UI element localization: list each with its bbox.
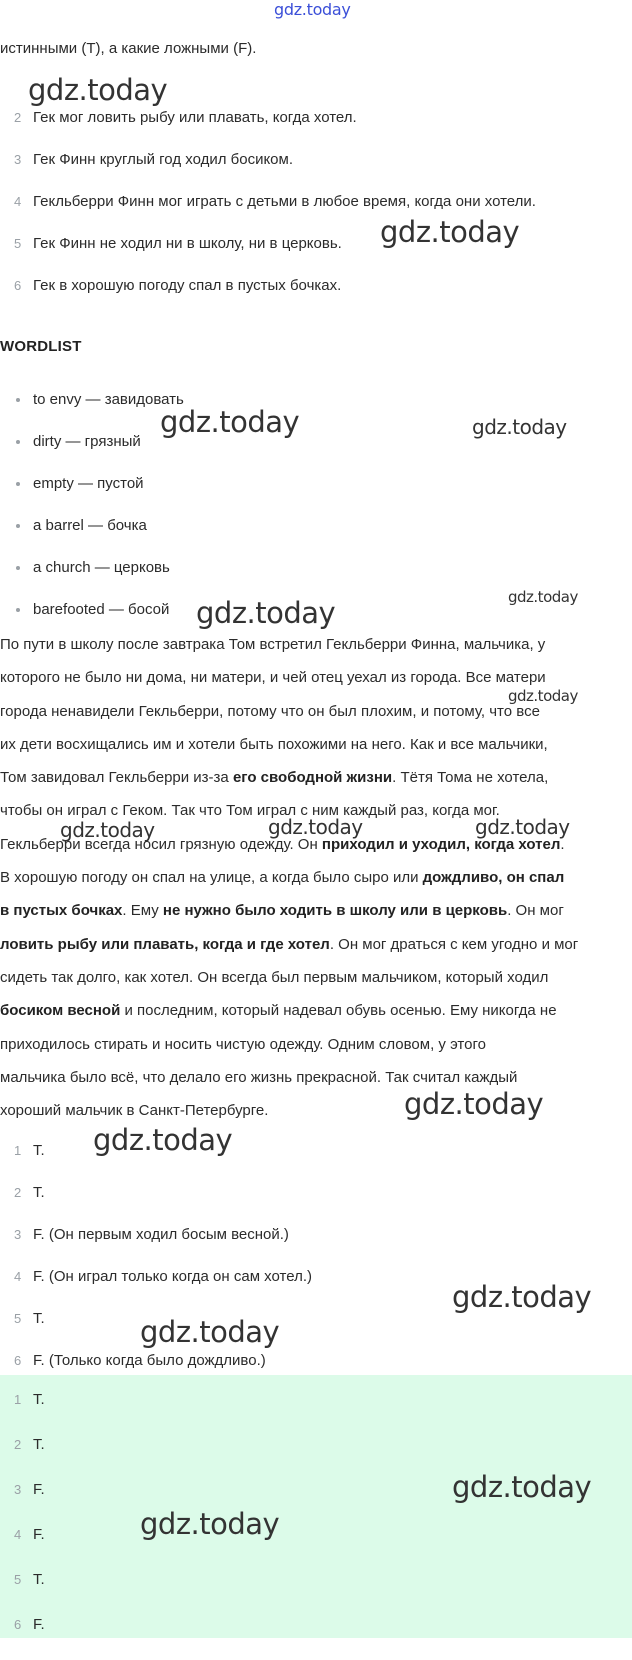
- watermark: gdz.today: [60, 818, 155, 842]
- answer-text: F.: [33, 1526, 45, 1543]
- item-number: 6: [14, 278, 22, 293]
- answer-text: F. (Он играл только когда он сам хотел.): [33, 1268, 312, 1285]
- text-line: и последним, который надевал обувь осенью. Ему никогда не: [120, 1002, 557, 1020]
- watermark: gdz.today: [475, 815, 570, 839]
- watermark: gdz.today: [508, 588, 578, 606]
- bullet-icon: [16, 524, 20, 528]
- watermark: gdz.today: [160, 405, 300, 439]
- highlight-text: дождливо, он спал: [422, 869, 565, 887]
- text-line: мальчика было всё, что делало его жизнь прекрасной. Так считал каждый: [0, 1068, 518, 1086]
- wordlist-item-text: empty — пустой: [33, 475, 144, 492]
- highlight-text: ловить рыбу или плавать, когда и где хотел: [0, 935, 330, 953]
- item-text: Гек Финн круглый год ходил босиком.: [33, 151, 294, 168]
- highlight-text: приходил и уходил, когда хотел: [321, 835, 561, 853]
- text-line: . Он мог: [507, 902, 564, 920]
- item-text: Гек в хорошую погоду спал в пустых бочках.: [33, 277, 342, 294]
- item-number: 3: [14, 1227, 22, 1242]
- wordlist-item-text: dirty — грязный: [33, 433, 141, 450]
- answer-text: F.: [33, 1481, 45, 1498]
- item-number: 2: [14, 110, 22, 125]
- watermark: gdz.today: [268, 815, 363, 839]
- watermark: gdz.today: [380, 215, 520, 249]
- text-line: Гекльберри всегда носил грязную одежду. Он: [0, 835, 322, 853]
- answer-text: F. (Только когда было дождливо.): [33, 1352, 266, 1369]
- intro-text: истинными (T), а какие ложными (F).: [0, 40, 257, 57]
- answer-text: F.: [33, 1616, 45, 1633]
- text-line: приходилось стирать и носить чистую одежду. Одним словом, у этого: [0, 1035, 486, 1053]
- item-number: 5: [14, 236, 22, 251]
- item-number: 6: [14, 1617, 22, 1632]
- item-number: 4: [14, 1269, 22, 1284]
- item-text: Гекльберри Финн мог играть с детьми в любое время, когда они хотели.: [33, 193, 536, 210]
- wordlist-item-text: a barrel — бочка: [33, 517, 147, 534]
- item-number: 6: [14, 1353, 22, 1368]
- item-number: 2: [14, 1185, 22, 1200]
- answer-text: T.: [33, 1142, 45, 1159]
- text-line: . Ему: [122, 902, 163, 920]
- wordlist-title: WORDLIST: [0, 338, 82, 355]
- watermark: gdz.today: [140, 1507, 280, 1541]
- text-line: города ненавидели Гекльберри, потому что он был плохим, и потому, что все: [0, 702, 540, 720]
- answer-text: T.: [33, 1391, 45, 1408]
- watermark: gdz.today: [452, 1280, 592, 1314]
- watermark: gdz.today: [404, 1087, 544, 1121]
- text-line: хороший мальчик в Санкт-Петербурге.: [0, 1102, 269, 1120]
- text-line: их дети восхищались им и хотели быть похожими на него. Как и все мальчики,: [0, 735, 548, 753]
- answer-panel: [0, 1375, 632, 1638]
- watermark: gdz.today: [452, 1470, 592, 1504]
- item-number: 4: [14, 194, 22, 209]
- item-text: Гек Финн не ходил ни в школу, ни в церковь.: [33, 235, 342, 252]
- text-line: сидеть так долго, как хотел. Он всегда был первым мальчиком, который ходил: [0, 968, 549, 986]
- bullet-icon: [16, 566, 20, 570]
- bullet-icon: [16, 482, 20, 486]
- watermark: gdz.today: [508, 687, 578, 705]
- watermark: gdz.today: [140, 1315, 280, 1349]
- text-line: .: [560, 835, 565, 853]
- bullet-icon: [16, 398, 20, 402]
- answer-text: T.: [33, 1436, 45, 1453]
- item-number: 4: [14, 1527, 22, 1542]
- highlight-text: его свободной жизни: [232, 769, 393, 787]
- text-line: чтобы он играл с Геком. Так что Том играл с ним каждый раз, когда мог.: [0, 802, 500, 820]
- highlight-text: в пустых бочках: [0, 902, 123, 920]
- highlight-text: босиком весной: [0, 1002, 121, 1020]
- text-line: . Тётя Тома не хотела,: [392, 769, 549, 787]
- item-number: 1: [14, 1392, 22, 1407]
- watermark: gdz.today: [472, 415, 567, 439]
- text-line: По пути в школу после завтрака Том встретил Гекльберри Финна, мальчика, у: [0, 636, 546, 653]
- watermark: gdz.today: [93, 1123, 233, 1157]
- wordlist-item-text: to envy — завидовать: [33, 391, 184, 408]
- text-line: В хорошую погоду он спал на улице, а когда было сыро или: [0, 869, 423, 887]
- item-number: 5: [14, 1572, 22, 1587]
- text-line: Том завидовал Гекльберри из-за: [0, 769, 233, 787]
- answer-text: T.: [33, 1184, 45, 1201]
- text-line: которого не было ни дома, ни матери, и чей отец уехал из города. Все матери: [0, 669, 546, 687]
- highlight-text: не нужно было ходить в школу или в церковь: [162, 902, 508, 920]
- item-number: 3: [14, 1482, 22, 1497]
- item-number: 1: [14, 1143, 22, 1158]
- answer-text: T.: [33, 1571, 45, 1588]
- item-number: 2: [14, 1437, 22, 1452]
- site-logo[interactable]: gdz.today: [274, 0, 351, 19]
- bullet-icon: [16, 440, 20, 444]
- bullet-icon: [16, 608, 20, 612]
- watermark: gdz.today: [28, 73, 168, 107]
- answer-text: F. (Он первым ходил босым весной.): [33, 1226, 289, 1243]
- answer-text: T.: [33, 1310, 45, 1327]
- wordlist-item-text: a church — церковь: [33, 559, 170, 576]
- wordlist-item-text: barefooted — босой: [33, 601, 170, 618]
- item-text: Гек мог ловить рыбу или плавать, когда хотел.: [33, 109, 357, 126]
- item-number: 5: [14, 1311, 22, 1326]
- text-line: . Он мог драться с кем угодно и мог: [329, 935, 579, 953]
- item-number: 3: [14, 152, 22, 167]
- watermark: gdz.today: [196, 596, 336, 630]
